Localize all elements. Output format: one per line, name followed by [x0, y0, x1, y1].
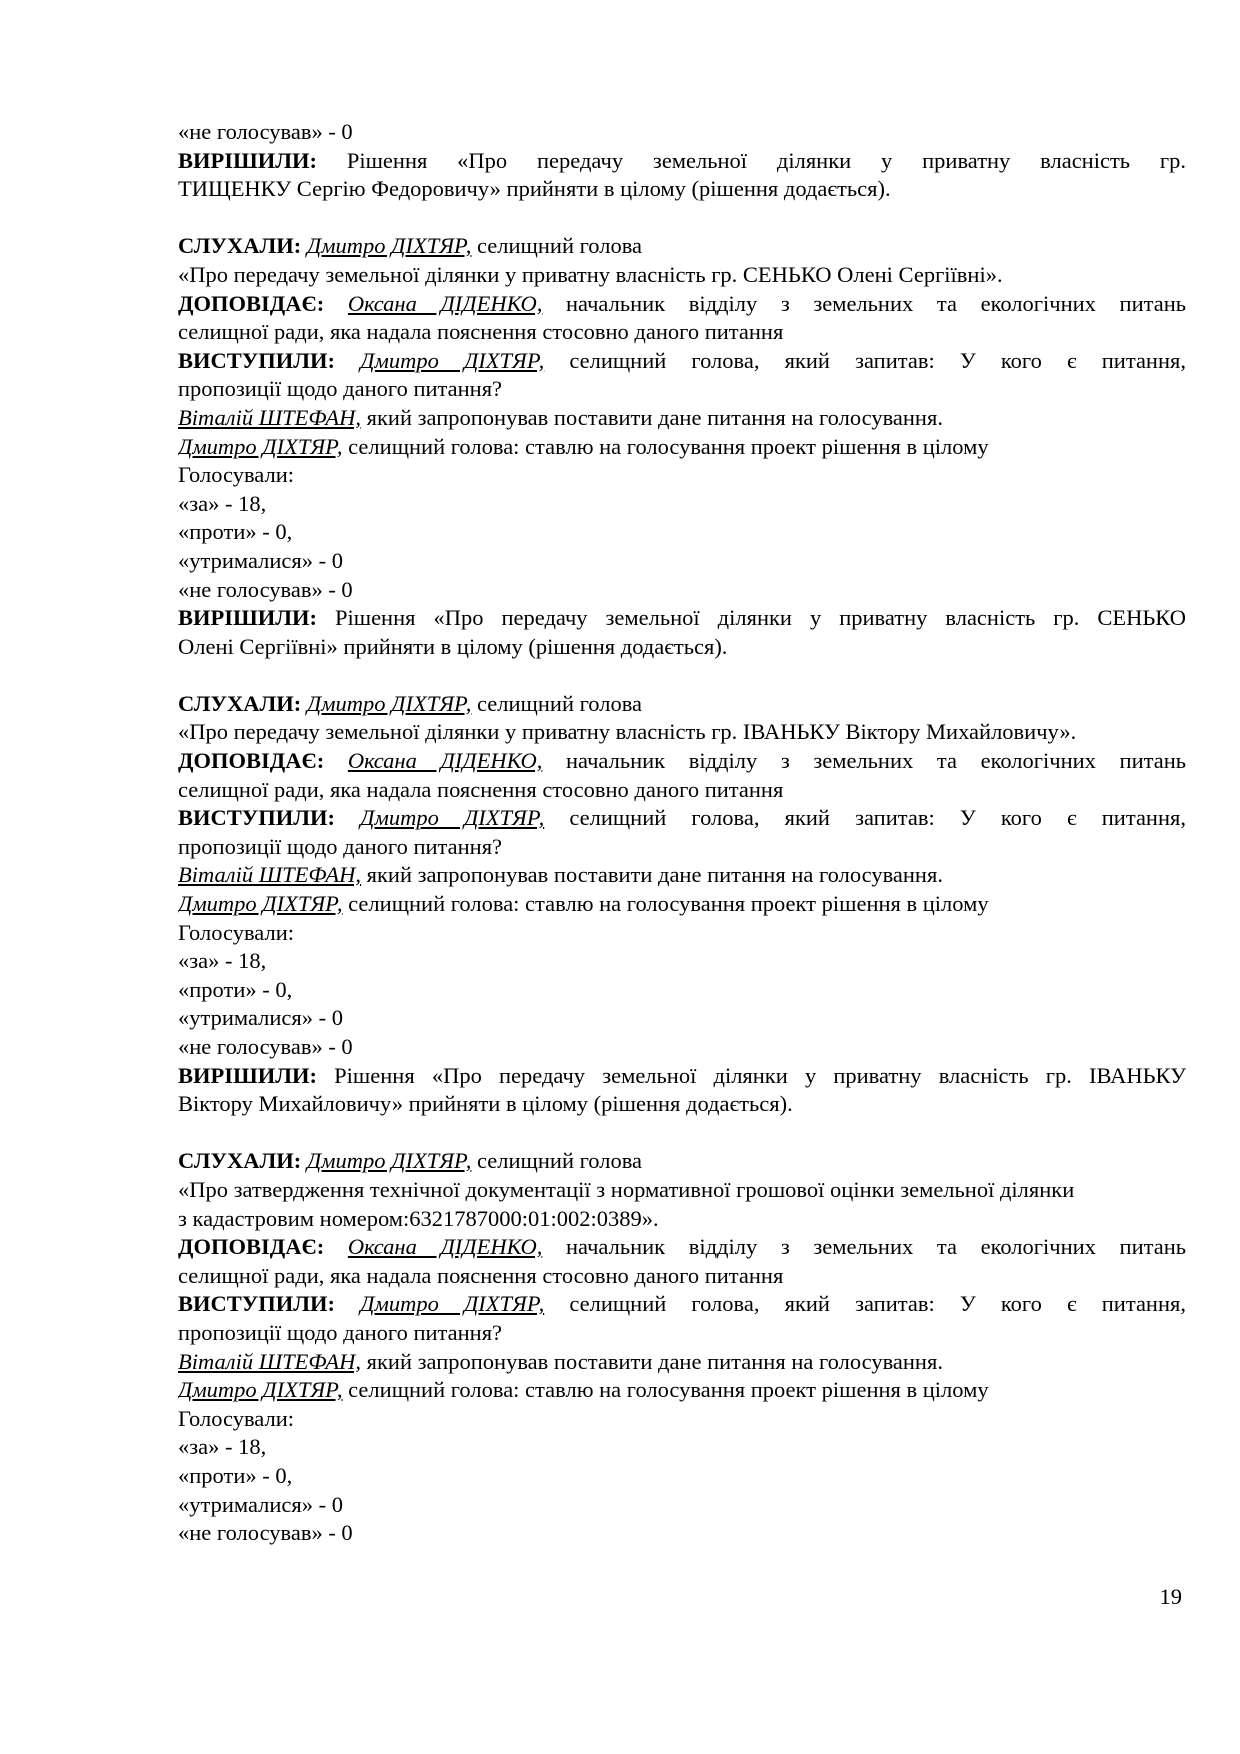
report-line: ДОПОВІДАЄ: Оксана ДІДЕНКО, начальник відділу з земельних та екологічних питань	[178, 748, 1186, 774]
decision-line: ВИРІШИЛИ: Рішення «Про передачу земельної ділянки у приватну власність гр. СЕНЬКО	[178, 605, 1186, 631]
spoke-line: ВИСТУПИЛИ: Дмитро ДІХТЯР, селищний голова, який запитав: У кого є питання,	[178, 805, 1186, 831]
decision-line: Олені Сергіївні» прийняти в цілому (рішення додається).	[178, 633, 728, 659]
report-line: селищної ради, яка надала пояснення стосовно даного питання	[178, 1262, 784, 1288]
report-line: селищної ради, яка надала пояснення стосовно даного питання	[178, 319, 784, 345]
vote-none: «не голосував» - 0	[178, 1034, 353, 1059]
topic-line: з кадастровим номером:6321787000:01:002:0389».	[178, 1205, 659, 1231]
report-line: ДОПОВІДАЄ: Оксана ДІДЕНКО, начальник відділу з земельних та екологічних питань	[178, 1234, 1186, 1260]
spoke-line: пропозиції щодо даного питання?	[178, 833, 503, 859]
vote-for: «за» - 18,	[178, 948, 267, 974]
spoke-line: ВИСТУПИЛИ: Дмитро ДІХТЯР, селищний голова, який запитав: У кого є питання,	[178, 347, 1186, 373]
vote-none: «не голосував» - 0	[178, 576, 353, 602]
page-number: 19	[1159, 1584, 1182, 1609]
decision-line: ВИРІШИЛИ: Рішення «Про передачу земельної ділянки у приватну власність гр.	[178, 147, 1186, 173]
vote-abstain: «утрималися» - 0	[178, 547, 344, 573]
vote-abstain: «утрималися» - 0	[178, 1005, 344, 1031]
vote-none: «не голосував» - 0	[178, 119, 353, 144]
heard-line: СЛУХАЛИ: Дмитро ДІХТЯР, селищний голова	[178, 690, 643, 716]
voted-label: Голосували:	[178, 462, 294, 488]
voted-label: Голосували:	[178, 919, 294, 945]
report-line: ДОПОВІДАЄ: Оксана ДІДЕНКО, начальник відділу з земельних та екологічних питань	[178, 290, 1186, 316]
topic-line: «Про передачу земельної ділянки у приватну власність гр. ІВАНЬКУ Віктору Михайловичу».	[178, 719, 1077, 745]
spoke-line: ВИСТУПИЛИ: Дмитро ДІХТЯР, селищний голова, який запитав: У кого є питання,	[178, 1291, 1186, 1317]
topic-line: «Про затвердження технічної документації з нормативної грошової оцінки земельної ділянки	[178, 1176, 1075, 1202]
heard-line: СЛУХАЛИ: Дмитро ДІХТЯР, селищний голова	[178, 1148, 643, 1174]
spoke-line: пропозиції щодо даного питання?	[178, 376, 503, 402]
head-vote-line: Дмитро ДІХТЯР, селищний голова: ставлю на голосування проект рішення в цілому	[178, 891, 989, 917]
decision-line: ТИЩЕНКУ Сергію Федоровичу» прийняти в цілому (рішення додається).	[178, 176, 891, 202]
vote-against: «проти» - 0,	[178, 976, 293, 1002]
vote-for: «за» - 18,	[178, 1434, 267, 1460]
deputy-line: Віталій ШТЕФАН, який запропонував поставити дане питання на голосування.	[178, 404, 943, 430]
vote-abstain: «утрималися» - 0	[178, 1491, 344, 1517]
vote-against: «проти» - 0,	[178, 519, 293, 545]
vote-none: «не голосував» - 0	[178, 1520, 353, 1546]
vote-against: «проти» - 0,	[178, 1462, 293, 1488]
heard-line: СЛУХАЛИ: Дмитро ДІХТЯР, селищний голова	[178, 233, 643, 259]
document-page	[178, 118, 1186, 1548]
topic-line: «Про передачу земельної ділянки у приватну власність гр. СЕНЬКО Олені Сергіївні».	[178, 261, 1003, 287]
deputy-line: Віталій ШТЕФАН, який запропонував поставити дане питання на голосування.	[178, 862, 943, 888]
report-line: селищної ради, яка надала пояснення стосовно даного питання	[178, 776, 784, 802]
decision-line: ВИРІШИЛИ: Рішення «Про передачу земельної ділянки у приватну власність гр. ІВАНЬКУ	[178, 1062, 1186, 1088]
head-vote-line: Дмитро ДІХТЯР, селищний голова: ставлю на голосування проект рішення в цілому	[178, 1377, 989, 1403]
decision-line: Віктору Михайловичу» прийняти в цілому (рішення додається).	[178, 1091, 793, 1117]
deputy-line: Віталій ШТЕФАН, який запропонував поставити дане питання на голосування.	[178, 1348, 943, 1374]
spoke-line: пропозиції щодо даного питання?	[178, 1319, 503, 1345]
voted-label: Голосували:	[178, 1405, 294, 1431]
head-vote-line: Дмитро ДІХТЯР, селищний голова: ставлю на голосування проект рішення в цілому	[178, 433, 989, 459]
vote-for: «за» - 18,	[178, 490, 267, 516]
